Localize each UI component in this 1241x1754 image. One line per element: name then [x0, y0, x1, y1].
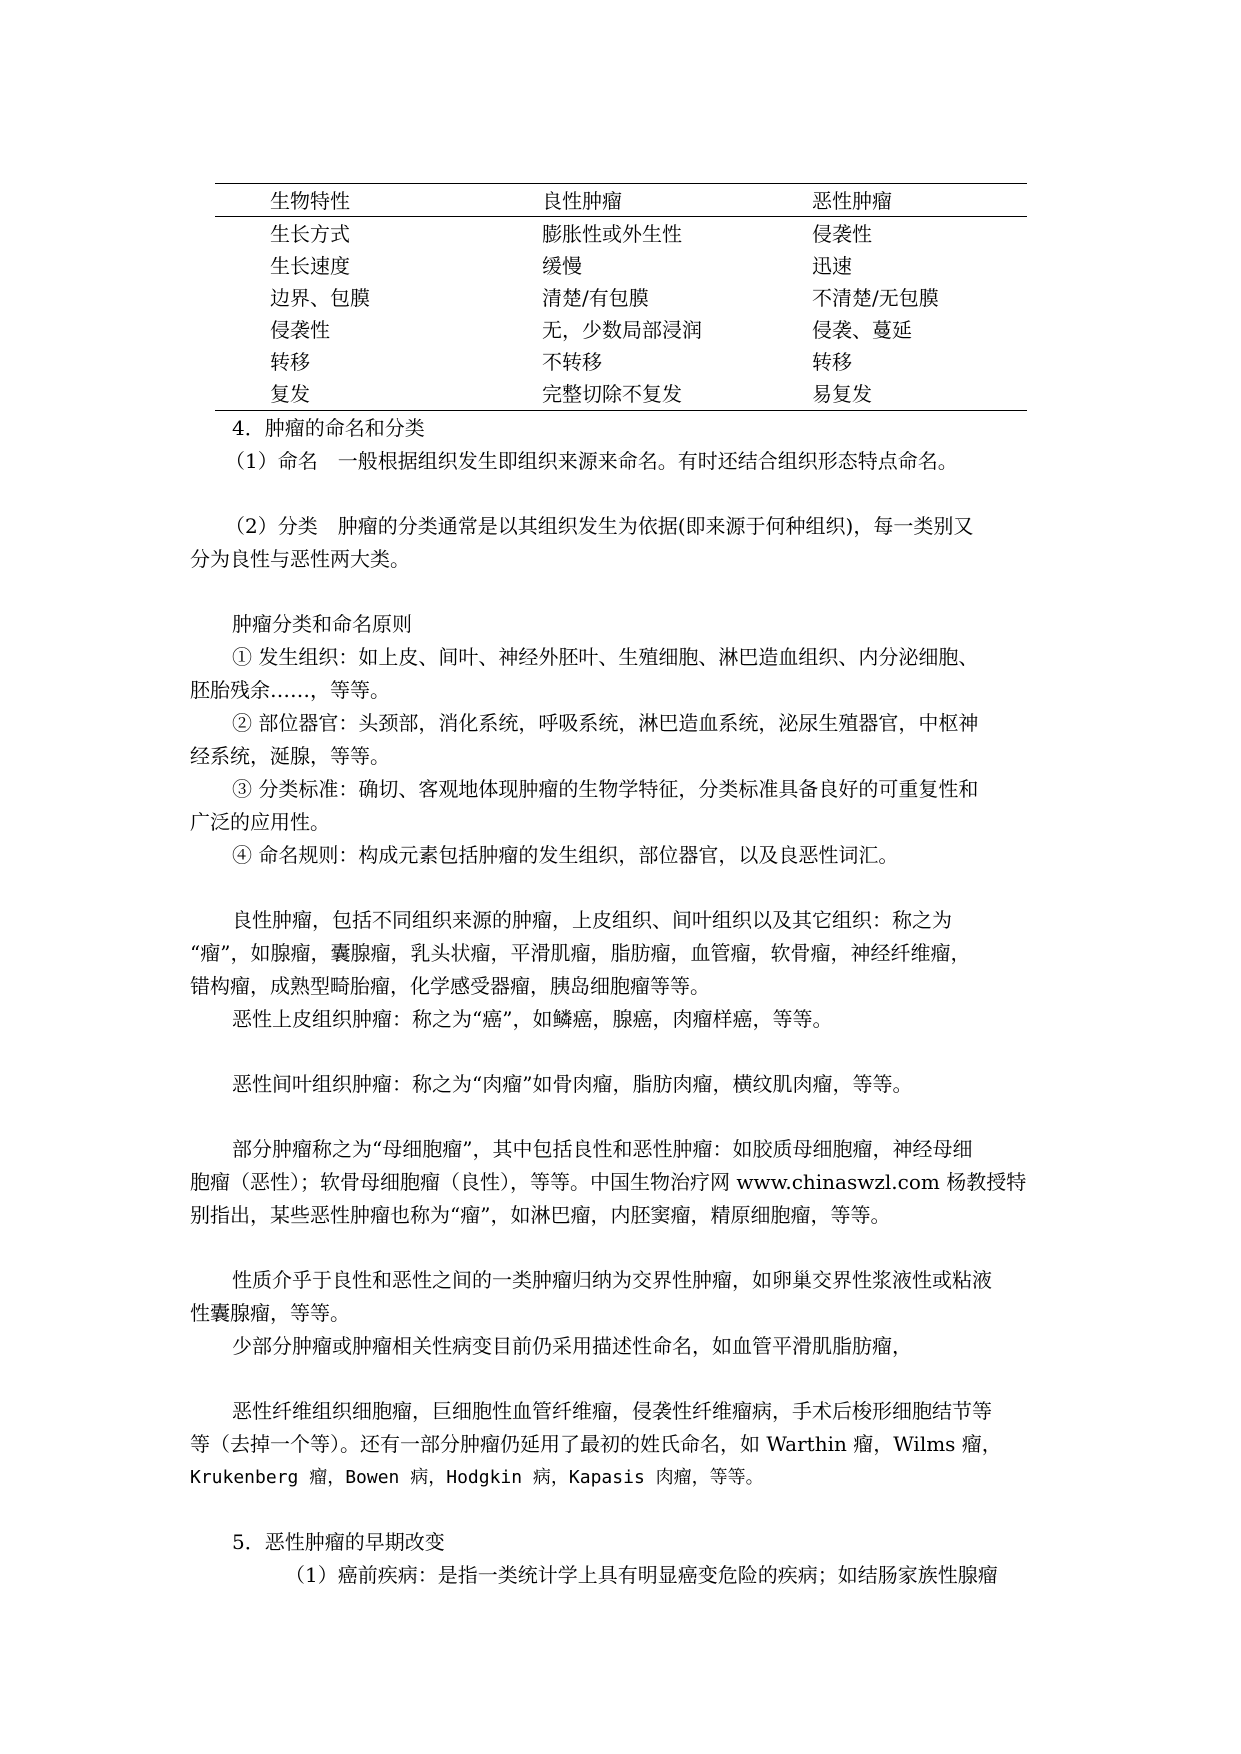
blastoma-line3: 别指出，某些恶性肿瘤也称为“瘤”，如淋巴瘤，内胚窦瘤，精原细胞瘤，等等。 [190, 1203, 891, 1227]
table-header-cell: 良性肿瘤 [542, 189, 622, 213]
table-row [215, 314, 1027, 346]
table-cell: 膨胀性或外生性 [542, 222, 682, 246]
table-header-cell: 生物特性 [270, 189, 350, 213]
table-cell: 生长方式 [270, 222, 350, 246]
benign-line1: 良性肿瘤，包括不同组织来源的肿瘤，上皮组织、间叶组织以及其它组织：称之为 [232, 908, 952, 932]
borderline-line2: 性囊腺瘤，等等。 [190, 1301, 350, 1325]
principle-1-line2: 胚胎残余……，等等。 [190, 678, 390, 702]
principle-3-line1: ③ 分类标准：确切、客观地体现肿瘤的生物学特征，分类标准具备良好的可重复性和 [232, 777, 979, 801]
table-top-rule [215, 183, 1027, 184]
table-cell: 侵袭、蔓延 [812, 318, 912, 342]
benign-line3: 错构瘤，成熟型畸胎瘤，化学感受器瘤，胰岛细胞瘤等等。 [190, 974, 710, 998]
descriptive-naming: 少部分肿瘤或肿瘤相关性病变目前仍采用描述性命名，如血管平滑肌脂肪瘤， [232, 1334, 912, 1358]
fibrous-line2: 等（去掉一个等）。还有一部分肿瘤仍延用了最初的姓氏命名，如 Warthin 瘤，Wilms 瘤， [190, 1432, 1002, 1456]
table-cell: 转移 [270, 350, 310, 374]
principle-heading: 肿瘤分类和命名原则 [232, 612, 412, 636]
table-cell: 清楚/有包膜 [542, 286, 649, 310]
benign-line2: “瘤”，如腺瘤，囊腺瘤，乳头状瘤，平滑肌瘤，脂肪瘤，血管瘤，软骨瘤，神经纤维瘤， [190, 941, 971, 965]
table-cell: 侵袭性 [812, 222, 872, 246]
table-row [215, 250, 1027, 282]
table-header-row [215, 185, 1027, 217]
table-row [215, 282, 1027, 314]
malignant-mesenchymal: 恶性间叶组织肿瘤：称之为“肉瘤”如骨肉瘤，脂肪肉瘤，横纹肌肉瘤，等等。 [232, 1072, 913, 1096]
principle-2-line2: 经系统，涎腺，等等。 [190, 744, 390, 768]
section-5-heading: 5．恶性肿瘤的早期改变 [232, 1530, 445, 1554]
table-bottom-rule [215, 410, 1027, 411]
table-row [215, 218, 1027, 250]
table-cell: 边界、包膜 [270, 286, 370, 310]
table-row [215, 378, 1027, 410]
blastoma-line2: 胞瘤（恶性）；软骨母细胞瘤（良性），等等。中国生物治疗网 www.chinaswzl.com 杨教授特 [190, 1170, 1027, 1194]
table-cell: 转移 [812, 350, 852, 374]
paragraph-classification-line1: （2）分类 肿瘤的分类通常是以其组织发生为依据(即来源于何种组织)，每一类别又 [225, 514, 974, 538]
table-cell: 完整切除不复发 [542, 382, 682, 406]
table-row [215, 346, 1027, 378]
precancerous-disease: （1）癌前疾病：是指一类统计学上具有明显癌变危险的疾病；如结肠家族性腺瘤 [285, 1563, 998, 1587]
table-cell: 迅速 [812, 254, 852, 278]
blastoma-line1: 部分肿瘤称之为“母细胞瘤”，其中包括良性和恶性肿瘤：如胶质母细胞瘤，神经母细 [232, 1137, 973, 1161]
principle-4: ④ 命名规则：构成元素包括肿瘤的发生组织，部位器官，以及良恶性词汇。 [232, 843, 899, 867]
table-cell: 缓慢 [542, 254, 582, 278]
section-4-heading: 4．肿瘤的命名和分类 [232, 416, 425, 440]
table-cell: 易复发 [812, 382, 872, 406]
paragraph-naming: （1）命名 一般根据组织发生即组织来源来命名。有时还结合组织形态特点命名。 [225, 449, 958, 473]
table-cell: 无，少数局部浸润 [542, 318, 702, 342]
table-cell: 侵袭性 [270, 318, 330, 342]
fibrous-line1: 恶性纤维组织细胞瘤，巨细胞性血管纤维瘤，侵袭性纤维瘤病，手术后梭形细胞结节等 [232, 1399, 992, 1423]
principle-3-line2: 广泛的应用性。 [190, 810, 330, 834]
table-header-rule [215, 216, 1027, 217]
table-header-cell: 恶性肿瘤 [812, 189, 892, 213]
table-cell: 生长速度 [270, 254, 350, 278]
principle-1-line1: ① 发生组织：如上皮、间叶、神经外胚叶、生殖细胞、淋巴造血组织、内分泌细胞、 [232, 645, 979, 669]
table-cell: 复发 [270, 382, 310, 406]
table-cell: 不转移 [542, 350, 602, 374]
borderline-line1: 性质介乎于良性和恶性之间的一类肿瘤归纳为交界性肿瘤，如卵巢交界性浆液性或粘液 [232, 1268, 992, 1292]
table-cell: 不清楚/无包膜 [812, 286, 939, 310]
malignant-epithelial: 恶性上皮组织肿瘤：称之为“癌”，如鳞癌，腺癌，肉瘤样癌，等等。 [232, 1007, 833, 1031]
paragraph-classification-line2: 分为良性与恶性两大类。 [190, 547, 410, 571]
fibrous-line3: Krukenberg 瘤，Bowen 病，Hodgkin 病，Kapasis 肉瘤，等等。 [190, 1467, 764, 1488]
principle-2-line1: ② 部位器官：头颈部，消化系统，呼吸系统，淋巴造血系统，泌尿生殖器官，中枢神 [232, 711, 979, 735]
